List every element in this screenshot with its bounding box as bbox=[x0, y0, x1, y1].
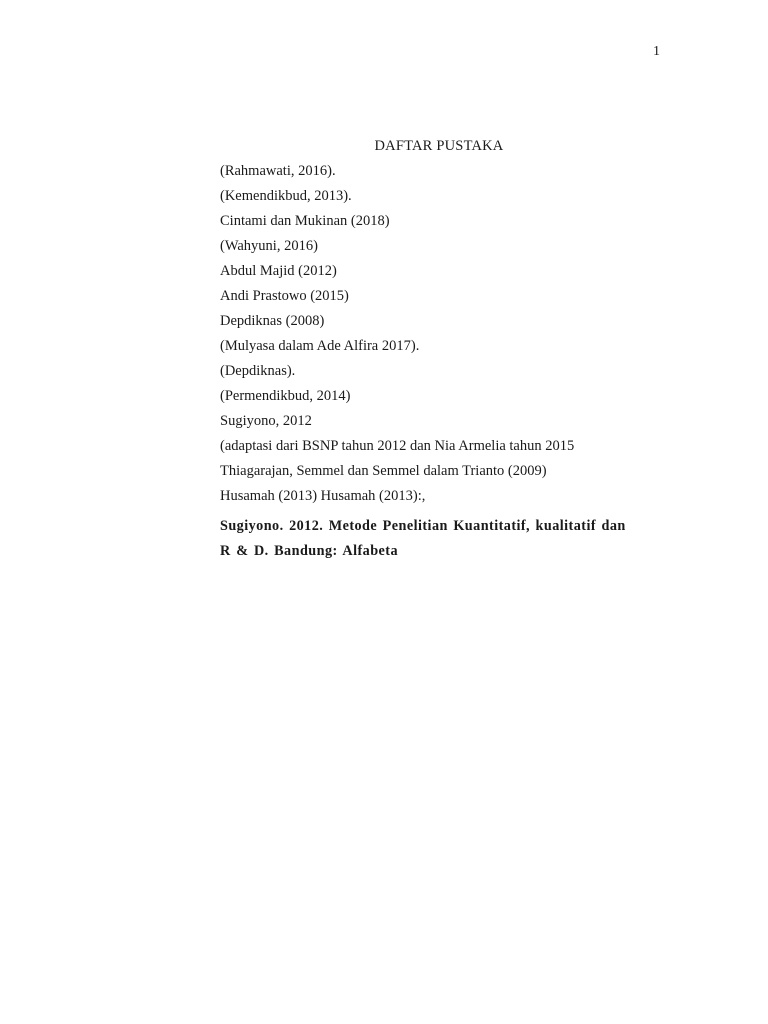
reference-item: (Wahyuni, 2016) bbox=[220, 238, 318, 254]
bold-reference-line: R & D. Bandung: Alfabeta bbox=[220, 543, 399, 559]
reference-item: (Rahmawati, 2016). bbox=[220, 163, 336, 179]
page-number: 1 bbox=[653, 44, 660, 59]
reference-item: Husamah (2013) Husamah (2013):, bbox=[220, 488, 426, 504]
reference-item: Andi Prastowo (2015) bbox=[220, 288, 349, 304]
reference-item: (Mulyasa dalam Ade Alfira 2017). bbox=[220, 338, 420, 354]
reference-item: (Depdiknas). bbox=[220, 363, 296, 379]
page-heading: DAFTAR PUSTAKA bbox=[374, 138, 504, 154]
reference-item: (adaptasi dari BSNP tahun 2012 dan Nia Armelia tahun 2015 bbox=[220, 438, 575, 454]
bold-reference-line: Sugiyono. 2012. Metode Penelitian Kuantitatif, kualitatif dan bbox=[220, 518, 626, 534]
reference-item: Abdul Majid (2012) bbox=[220, 263, 337, 279]
bold-reference bbox=[220, 514, 658, 564]
reference-item: Thiagarajan, Semmel dan Semmel dalam Trianto (2009) bbox=[220, 463, 547, 479]
reference-item: Sugiyono, 2012 bbox=[220, 413, 312, 429]
reference-item: (Kemendikbud, 2013). bbox=[220, 188, 352, 204]
reference-item: (Permendikbud, 2014) bbox=[220, 388, 351, 404]
reference-item: Depdiknas (2008) bbox=[220, 313, 325, 329]
reference-item: Cintami dan Mukinan (2018) bbox=[220, 213, 390, 229]
reference-list bbox=[220, 162, 660, 512]
